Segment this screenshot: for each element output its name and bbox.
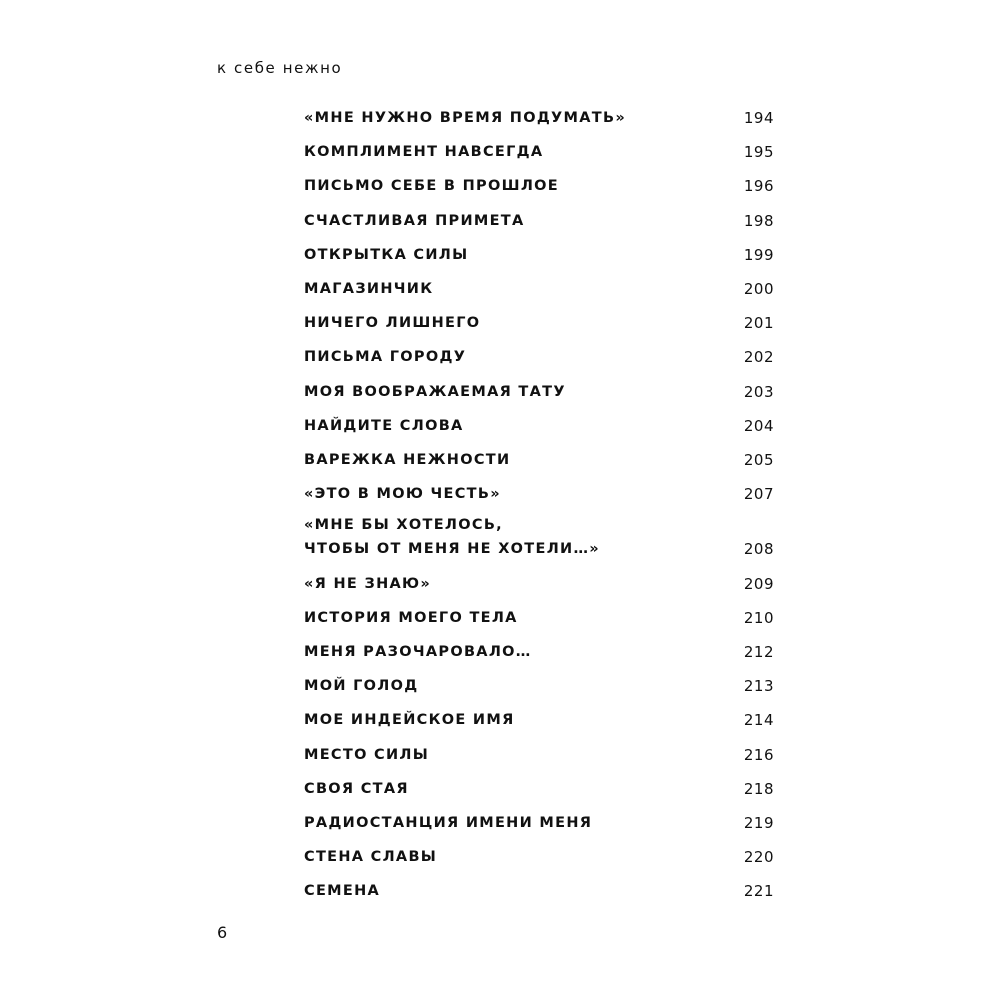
toc-entry [304,414,774,438]
toc-entry-page: 221 [743,882,774,901]
toc-entry-title: СЕМЕНА [304,883,381,900]
toc-entry [304,572,774,596]
toc-entry [304,845,774,869]
toc-entry-title: НАЙДИТЕ СЛОВА [304,417,464,434]
toc-entry [304,513,774,561]
toc-entry-page: 210 [743,608,774,627]
toc-entry-title: СВОЯ СТАЯ [304,780,409,797]
toc-entry-page: 195 [743,143,774,162]
toc-entry-title: МОЙ ГОЛОД [304,678,419,695]
toc-entry [304,380,774,404]
toc-entry-page: 218 [743,779,774,798]
toc-entry-title: МОЕ ИНДЕЙСКОЕ ИМЯ [304,712,515,729]
toc-entry-page: 194 [743,109,774,127]
toc-entry-page: 207 [743,485,774,504]
toc-entry-title: МЕСТО СИЛЫ [304,746,430,763]
toc-entry [304,879,774,903]
toc-entry-page: 198 [743,211,774,230]
toc-entry-title: МЕНЯ РАЗОЧАРОВАЛО… [304,644,532,660]
toc-entry [304,674,774,698]
toc-entry [304,106,774,130]
toc-entry [304,640,774,664]
toc-entry [304,448,774,472]
toc-entry-page: 199 [743,245,774,264]
toc-entry-page: 204 [743,416,774,435]
toc-entry [304,743,774,767]
toc-entry-page: 208 [743,540,774,559]
toc-entry-title: «Я НЕ ЗНАЮ» [304,575,432,592]
toc-entry-page: 205 [743,451,774,469]
toc-entry-page: 203 [743,382,774,401]
toc-entry [304,174,774,198]
toc-entry-title: ПИСЬМО СЕБЕ В ПРОШЛОЕ [304,178,559,195]
toc-entry-title: МОЯ ВООБРАЖАЕМАЯ ТАТУ [304,383,566,400]
toc-entry-title: «МНЕ БЫ ХОТЕЛОСЬ, ЧТОБЫ ОТ МЕНЯ НЕ ХОТЕЛИ…» [304,517,600,558]
toc-entry-page: 216 [743,745,774,764]
toc-entry-title: СТЕНА СЛАВЫ [304,849,438,866]
toc-entry-title: СЧАСТЛИВАЯ ПРИМЕТА [304,212,525,229]
toc-entry-page: 201 [743,314,774,333]
toc-entry [304,708,774,732]
toc-entry-page: 219 [743,814,774,832]
toc-entry [304,209,774,233]
toc-entry-page: 196 [743,177,774,196]
toc-entry-title: НИЧЕГО ЛИШНЕГО [304,315,481,332]
toc-entry-title: ВАРЕЖКА НЕЖНОСТИ [304,452,511,468]
toc-entry [304,811,774,835]
running-title: к себе нежно [217,59,343,77]
toc-entry-title: «МНЕ НУЖНО ВРЕМЯ ПОДУМАТЬ» [304,110,627,126]
toc-entry-page: 214 [743,711,774,730]
toc-entry [304,606,774,630]
toc-entry-page: 213 [743,677,774,696]
toc-entry-title: МАГАЗИНЧИК [304,281,434,297]
toc-entry [304,777,774,801]
toc-entry-title: ПИСЬМА ГОРОДУ [304,349,467,366]
page-number: 6 [217,923,228,942]
toc-entry-page: 202 [743,348,774,367]
toc-entry [304,345,774,369]
toc-entry-page: 209 [743,574,774,593]
toc-entry [304,482,774,506]
toc-entry-title: ИСТОРИЯ МОЕГО ТЕЛА [304,609,518,626]
toc-entry [304,243,774,267]
toc-entry-page: 220 [743,848,774,867]
toc-entry-title: РАДИОСТАНЦИЯ ИМЕНИ МЕНЯ [304,815,593,831]
toc-entry [304,311,774,335]
toc-entry-page: 212 [743,643,774,661]
toc-entry [304,140,774,164]
toc-entry-title: «ЭТО В МОЮ ЧЕСТЬ» [304,486,501,503]
toc-entry-title: ОТКРЫТКА СИЛЫ [304,246,469,263]
toc-entry [304,277,774,301]
toc-entry-page: 200 [743,280,774,298]
toc-entry-title: КОМПЛИМЕНТ НАВСЕГДА [304,144,544,161]
